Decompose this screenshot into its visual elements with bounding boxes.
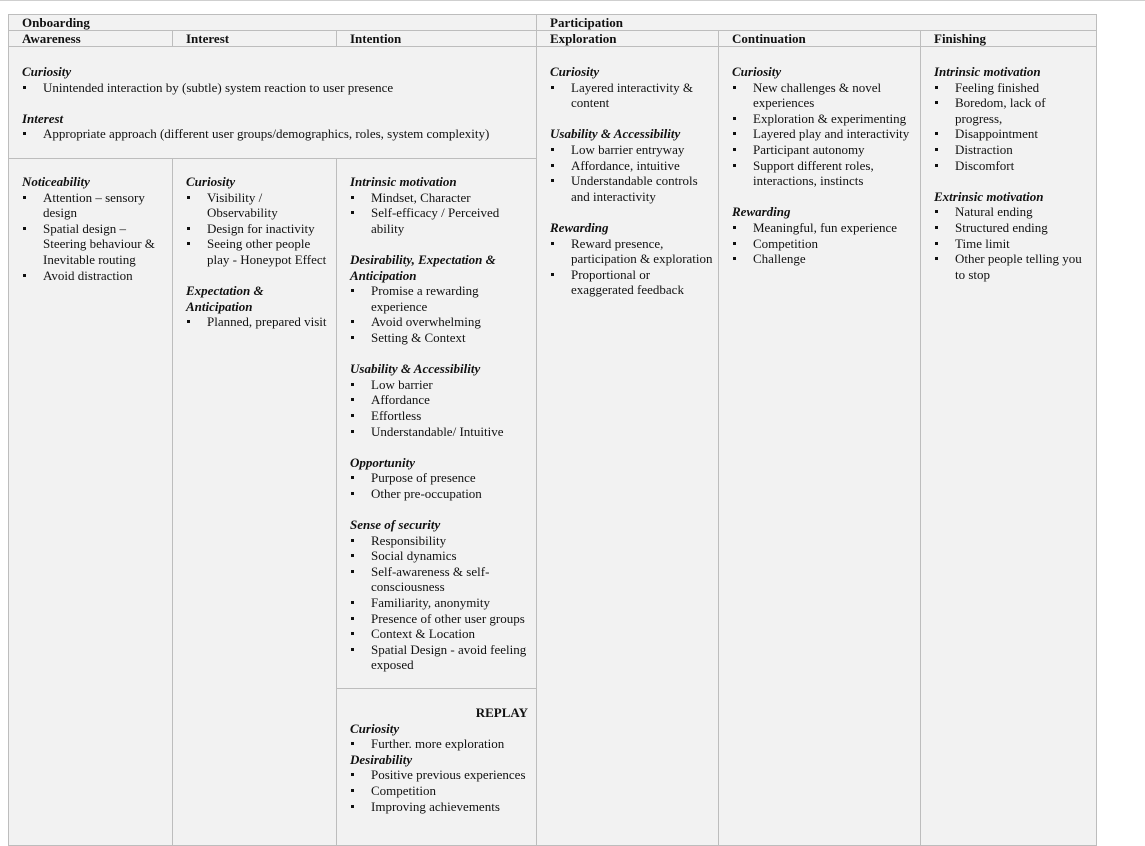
- bullet-item: Visibility / Observability: [186, 190, 332, 221]
- bullet-item: Context & Location: [350, 626, 532, 642]
- bullet-list: [732, 220, 916, 267]
- section: [350, 752, 532, 814]
- bullet-item: Purpose of presence: [350, 470, 532, 486]
- section: [350, 455, 532, 502]
- bullet-item: Design for inactivity: [186, 221, 332, 237]
- bullet-list: [732, 80, 916, 189]
- bullet-item: Presence of other user groups: [350, 611, 532, 627]
- section: [550, 64, 714, 111]
- bullet-item: Layered interactivity & content: [550, 80, 714, 111]
- section: [732, 64, 916, 189]
- bullet-item: Social dynamics: [350, 548, 532, 564]
- header-onboarding: Onboarding: [8, 14, 537, 31]
- exploration-content: [537, 64, 718, 314]
- bullet-item: Planned, prepared visit: [186, 314, 332, 330]
- bullet-item: Disappointment: [934, 126, 1092, 142]
- section-title: Curiosity: [22, 64, 72, 79]
- replay-label: REPLAY: [475, 705, 528, 720]
- bullet-item: Setting & Context: [350, 330, 532, 346]
- bullet-item: Discomfort: [934, 158, 1092, 174]
- bullet-item: Responsibility: [350, 533, 532, 549]
- bullet-item: Time limit: [934, 236, 1092, 252]
- section-title: Expectation & Anticipation: [186, 283, 264, 314]
- bullet-item: Meaningful, fun experience: [732, 220, 916, 236]
- bullet-item: Participant autonomy: [732, 142, 916, 158]
- section: [550, 220, 714, 298]
- bullet-item: Proportional or exaggerated feedback: [550, 267, 714, 298]
- bullet-list: [186, 314, 332, 330]
- section-title: Intrinsic motivation: [934, 64, 1041, 79]
- onboarding-general-content: [9, 64, 536, 158]
- section-title: Intrinsic motivation: [350, 174, 457, 189]
- section-title: Sense of security: [350, 517, 441, 533]
- bullet-item: Spatial design – Steering behaviour & Inevitable routing: [22, 221, 168, 268]
- bullet-item: Other pre-occupation: [350, 486, 532, 502]
- bullet-list: [350, 767, 532, 814]
- header-awareness: Awareness: [8, 30, 173, 47]
- awareness-content: [9, 174, 172, 299]
- bullet-item: Familiarity, anonymity: [350, 595, 532, 611]
- bullet-item: Challenge: [732, 251, 916, 267]
- bullet-item: Affordance, intuitive: [550, 158, 714, 174]
- section: [732, 204, 916, 266]
- bullet-item: Low barrier: [350, 377, 532, 393]
- section: [934, 64, 1092, 173]
- section-title: Curiosity: [186, 174, 236, 189]
- section: [350, 252, 532, 346]
- section: [350, 361, 532, 439]
- section-title: Opportunity: [350, 454, 416, 470]
- bullet-list: [22, 190, 168, 284]
- section-title: Extrinsic motivation: [934, 188, 1044, 204]
- bullet-item: Competition: [732, 236, 916, 252]
- section-title: Curiosity: [732, 64, 782, 79]
- header-continuation: Continuation: [718, 30, 921, 47]
- bullet-item: Natural ending: [934, 204, 1092, 220]
- section-title: Rewarding: [732, 204, 791, 220]
- replay-content: [337, 704, 536, 814]
- bullet-item: Avoid distraction: [22, 268, 168, 284]
- section: [22, 111, 532, 142]
- header-interest: Interest: [172, 30, 337, 47]
- section: [186, 283, 332, 330]
- section-title: Interest: [22, 110, 64, 126]
- bullet-list: [350, 377, 532, 439]
- replay-sections: [350, 721, 532, 815]
- section-title: Curiosity: [550, 64, 600, 79]
- bullet-list: [350, 736, 532, 752]
- header-intention: Intention: [336, 30, 537, 47]
- bullet-item: Understandable/ Intuitive: [350, 424, 532, 440]
- section: [186, 174, 332, 268]
- section-title: Noticeability: [22, 174, 90, 189]
- header-exploration: Exploration: [536, 30, 719, 47]
- section: [22, 174, 168, 283]
- bullet-item: Avoid overwhelming: [350, 314, 532, 330]
- continuation-content: [719, 64, 920, 282]
- bullet-list: [186, 190, 332, 268]
- bullet-item: Seeing other people play - Honeypot Effect: [186, 236, 332, 267]
- bullet-item: Reward presence, participation & exploration: [550, 236, 714, 267]
- bullet-list: [550, 80, 714, 111]
- bullet-item: Effortless: [350, 408, 532, 424]
- bullet-item: Self-awareness & self-consciousness: [350, 564, 532, 595]
- bullet-list: [350, 283, 532, 345]
- section-title: Desirability, Expectation & Anticipation: [350, 251, 496, 283]
- bullet-list: [550, 236, 714, 298]
- bullet-item: Promise a rewarding experience: [350, 283, 532, 314]
- bullet-item: Self-efficacy / Perceived ability: [350, 205, 532, 236]
- bullet-list: [934, 80, 1092, 174]
- section: [550, 126, 714, 204]
- bullet-item: Appropriate approach (different user groups/demographics, roles, system complexity): [22, 126, 532, 142]
- bullet-item: Exploration & experimenting: [732, 111, 916, 127]
- bullet-item: Layered play and interactivity: [732, 126, 916, 142]
- intention-content: [337, 174, 536, 689]
- header-finishing: Finishing: [920, 30, 1097, 47]
- bullet-list: [350, 470, 532, 501]
- header-participation: Participation: [536, 14, 1097, 31]
- section-title: Usability & Accessibility: [350, 361, 481, 377]
- section: [350, 517, 532, 673]
- section-title: Rewarding: [550, 219, 609, 235]
- top-rule: [0, 0, 1145, 1]
- bullet-item: Improving achievements: [350, 799, 532, 815]
- bullet-list: [934, 204, 1092, 282]
- bullet-item: Low barrier entryway: [550, 142, 714, 158]
- bullet-item: Feeling finished: [934, 80, 1092, 96]
- section-title: Usability & Accessibility: [550, 126, 681, 142]
- section: [350, 174, 532, 236]
- bullet-item: New challenges & novel experiences: [732, 80, 916, 111]
- bullet-item: Support different roles, interactions, instincts: [732, 158, 916, 189]
- bullet-item: Distraction: [934, 142, 1092, 158]
- bullet-item: Other people telling you to stop: [934, 251, 1092, 282]
- interest-content: [173, 174, 336, 346]
- bullet-item: Mindset, Character: [350, 190, 532, 206]
- section-title: Curiosity: [350, 720, 400, 736]
- bullet-list: [550, 142, 714, 204]
- bullet-list: [22, 126, 532, 142]
- finishing-content: [921, 64, 1096, 298]
- bullet-item: Attention – sensory design: [22, 190, 168, 221]
- bullet-item: Further. more exploration: [350, 736, 532, 752]
- bullet-item: Spatial Design - avoid feeling exposed: [350, 642, 532, 673]
- section: [350, 721, 532, 752]
- bullet-list: [350, 533, 532, 673]
- bullet-list: [22, 80, 532, 96]
- bullet-item: Competition: [350, 783, 532, 799]
- bullet-item: Understandable controls and interactivity: [550, 173, 714, 204]
- bullet-item: Affordance: [350, 392, 532, 408]
- bullet-item: Positive previous experiences: [350, 767, 532, 783]
- bullet-item: Unintended interaction by (subtle) system reaction to user presence: [22, 80, 532, 96]
- section-title: Desirability: [350, 751, 413, 767]
- bullet-list: [350, 190, 532, 237]
- section: [22, 64, 532, 95]
- bullet-item: Boredom, lack of progress,: [934, 95, 1092, 126]
- bullet-item: Structured ending: [934, 220, 1092, 236]
- section: [934, 189, 1092, 283]
